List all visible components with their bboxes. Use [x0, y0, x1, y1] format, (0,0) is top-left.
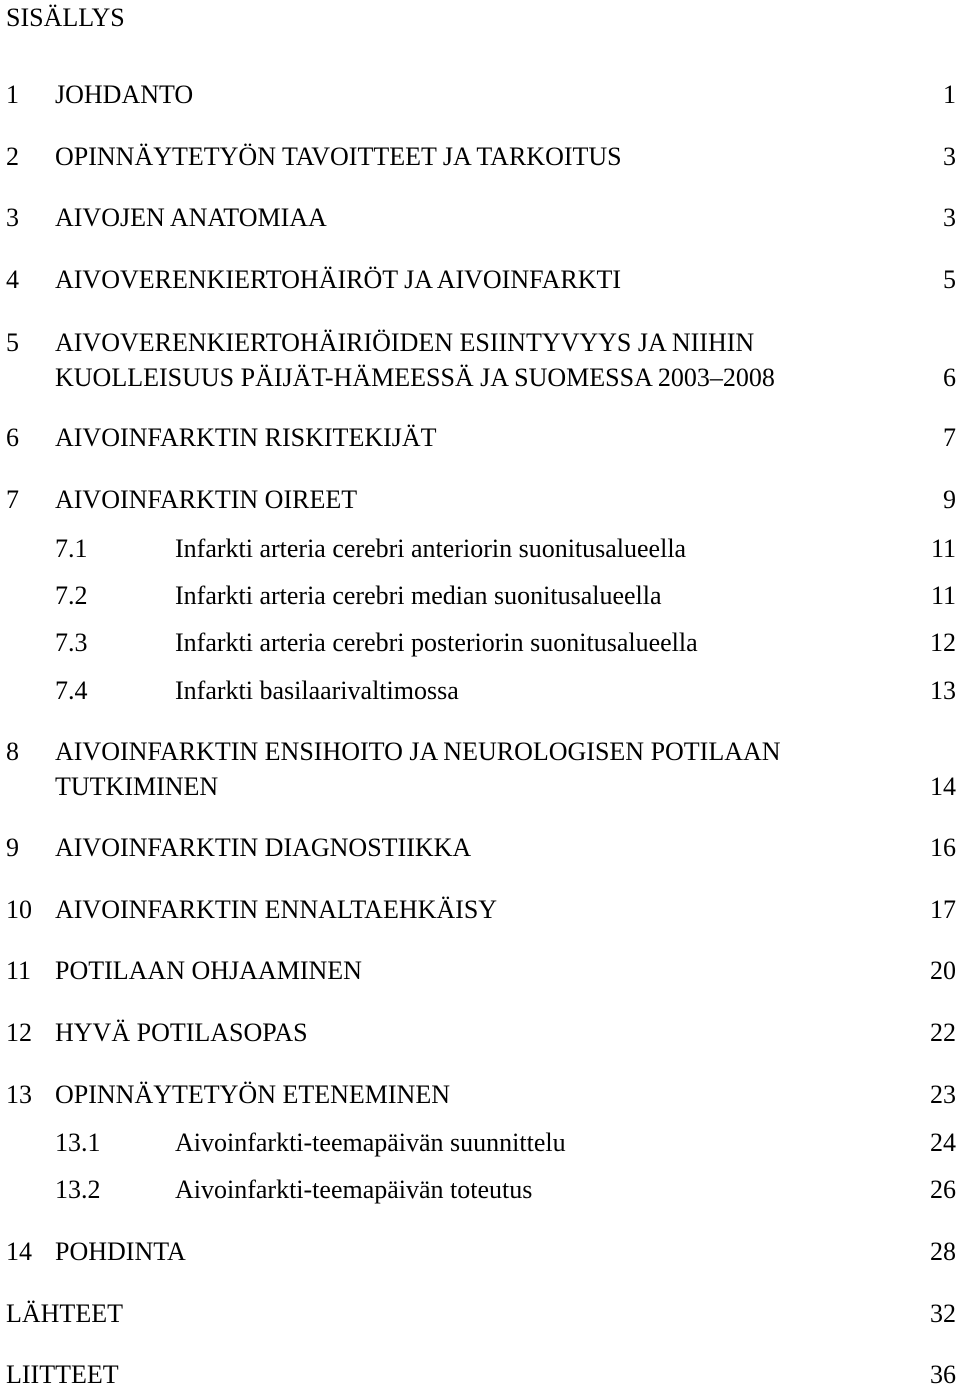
toc-entry-page: 20	[930, 956, 956, 985]
toc-entry-title: AIVOINFARKTIN OIREET	[55, 485, 358, 514]
toc-entry-number: 7.1	[55, 534, 88, 563]
toc-entry-page: 32	[930, 1299, 956, 1328]
toc-entry-page: 28	[930, 1237, 956, 1266]
toc-entry-title: LIITTEET	[6, 1360, 119, 1389]
toc-entry-title-line2: KUOLLEISUUS PÄIJÄT-HÄMEESSÄ JA SUOMESSA 2003–2008	[55, 363, 775, 392]
toc-entry-page: 5	[943, 265, 956, 294]
toc-entry-page: 12	[930, 628, 956, 657]
toc-entry-page: 13	[930, 676, 956, 705]
toc-entry-title-line2: TUTKIMINEN	[55, 772, 219, 801]
toc-entry-number: 5	[6, 328, 19, 357]
toc-entry-page: 26	[930, 1175, 956, 1204]
toc-entry-title: POHDINTA	[55, 1237, 186, 1266]
toc-entry-title: Aivoinfarkti-teemapäivän suunnittelu	[175, 1128, 566, 1157]
toc-entry-page: 17	[930, 895, 956, 924]
toc-entry-page: 9	[943, 485, 956, 514]
toc-entry-title: POTILAAN OHJAAMINEN	[55, 956, 362, 985]
toc-entry-page: 1	[943, 80, 956, 109]
toc-entry-number: 6	[6, 423, 19, 452]
toc-entry-number: 12	[6, 1018, 32, 1047]
toc-entry-title: AIVOJEN ANATOMIAA	[55, 203, 327, 232]
toc-entry-page: 7	[943, 423, 956, 452]
toc-entry-number: 13.1	[55, 1128, 101, 1157]
toc-entry-page: 22	[930, 1018, 956, 1047]
toc-entry-title: LÄHTEET	[6, 1299, 123, 1328]
toc-entry-title: Infarkti arteria cerebri median suonitusalueella	[175, 581, 662, 610]
toc-entry-number: 13	[6, 1080, 32, 1109]
toc-entry-number: 7.3	[55, 628, 88, 657]
toc-entry-title: AIVOINFARKTIN ENNALTAEHKÄISY	[55, 895, 498, 924]
toc-entry-number: 8	[6, 737, 19, 766]
toc-entry-page: 14	[930, 772, 956, 801]
toc-entry-number: 3	[6, 203, 19, 232]
toc-entry-number: 1	[6, 80, 19, 109]
toc-entry-number: 4	[6, 265, 19, 294]
toc-entry-title: AIVOINFARKTIN DIAGNOSTIIKKA	[55, 833, 472, 862]
toc-entry-title: JOHDANTO	[55, 80, 194, 109]
toc-entry-title: HYVÄ POTILASOPAS	[55, 1018, 308, 1047]
toc-entry-title-line1: AIVOVERENKIERTOHÄIRIÖIDEN ESIINTYVYYS JA NIIHIN	[55, 328, 755, 357]
toc-entry-page: 3	[943, 203, 956, 232]
toc-entry-page: 3	[943, 142, 956, 171]
toc-entry-number: 2	[6, 142, 19, 171]
toc-entry-page: 36	[930, 1360, 956, 1389]
toc-entry-page: 16	[930, 833, 956, 862]
toc-entry-page: 11	[930, 534, 956, 563]
toc-entry-title: AIVOINFARKTIN RISKITEKIJÄT	[55, 423, 437, 452]
toc-title: SISÄLLYS	[6, 3, 125, 32]
toc-entry-title: AIVOVERENKIERTOHÄIRÖT JA AIVOINFARKTI	[55, 265, 622, 294]
toc-entry-page: 23	[930, 1080, 956, 1109]
toc-entry-title: Infarkti arteria cerebri posteriorin suonitusalueella	[175, 628, 698, 657]
toc-entry-number: 7	[6, 485, 19, 514]
toc-entry-number: 9	[6, 833, 19, 862]
toc-entry-number: 11	[6, 956, 32, 985]
toc-entry-number: 13.2	[55, 1175, 101, 1204]
toc-entry-title: Aivoinfarkti-teemapäivän toteutus	[175, 1175, 533, 1204]
toc-entry-title: Infarkti arteria cerebri anteriorin suonitusalueella	[175, 534, 687, 563]
toc-entry-title: OPINNÄYTETYÖN ETENEMINEN	[55, 1080, 450, 1109]
toc-entry-number: 14	[6, 1237, 32, 1266]
toc-entry-number: 7.2	[55, 581, 88, 610]
toc-entry-title-line1: AIVOINFARKTIN ENSIHOITO JA NEUROLOGISEN POTILAAN	[55, 737, 781, 766]
toc-entry-title: OPINNÄYTETYÖN TAVOITTEET JA TARKOITUS	[55, 142, 622, 171]
toc-entry-page: 11	[930, 581, 956, 610]
toc-entry-number: 10	[6, 895, 32, 924]
toc-entry-page: 24	[930, 1128, 956, 1157]
toc-entry-number: 7.4	[55, 676, 88, 705]
toc-entry-page: 6	[943, 363, 956, 392]
toc-entry-title: Infarkti basilaarivaltimossa	[175, 676, 459, 705]
